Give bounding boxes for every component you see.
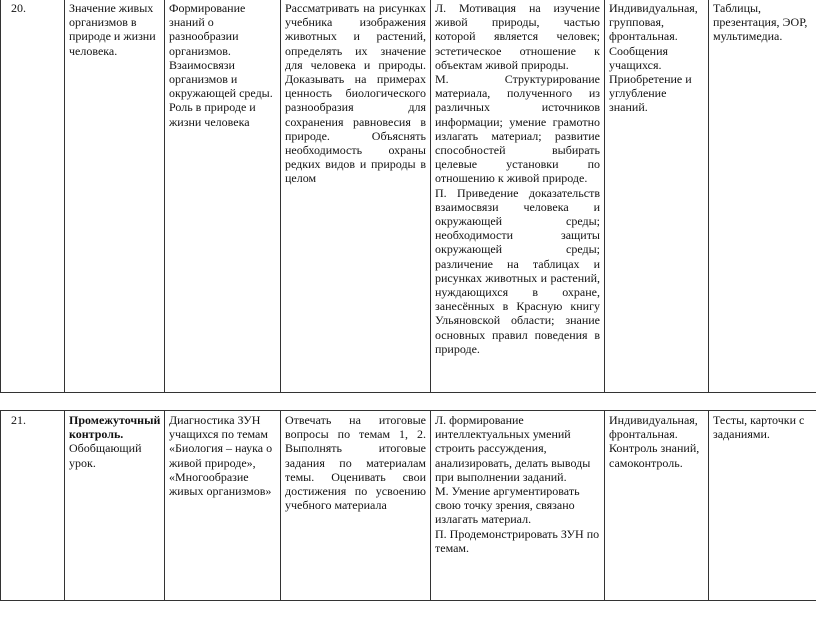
lesson-table-row-21: [0, 410, 816, 601]
lesson-number: 21.: [1, 411, 65, 601]
result-metasubject: М. Умение аргументировать свою точку зрения, связано излагать материал.: [435, 484, 580, 527]
lesson-number: 20.: [1, 0, 65, 393]
work-forms: Индивидуальная, групповая, фронтальная. Сообщения учащихся. Приобретение и углубление знаний.: [605, 0, 709, 393]
resources: Таблицы, презентация, ЭОР, мультимедиа.: [709, 0, 816, 393]
lesson-topic-rest: Обобщающий урок.: [69, 441, 142, 470]
student-activity: Рассматривать на рисунках учебника изображения животных и растений, определять их значение для человека и природы. Доказывать на примерах ценность биологического разнообразия для сохранения равновесия в природе. Объяснять необходимость охраны редких видов и природы в целом: [281, 0, 431, 393]
result-personal: Л. формирование интеллектуальных умений строить рассуждения, анализировать, делать выводы при выполнении заданий.: [435, 413, 591, 484]
resources: Тесты, карточки с заданиями.: [709, 411, 816, 601]
result-subject: П. Продемонстрировать ЗУН по темам.: [435, 526, 600, 555]
result-metasubject: М. Структурирование материала, полученного из различных источников информации; умение грамотно излагать материал; развитие способностей выбирать целевые установки по отношению к живой природе.: [435, 72, 600, 186]
planned-results: [431, 0, 605, 393]
table-row: [1, 411, 816, 601]
result-personal: Л. Мотивация на изучение живой природы, частью которой является человек; эстетическое отношение к объектам живой природы.: [435, 1, 600, 72]
student-activity: Отвечать на итоговые вопросы по темам 1, 2. Выполнять итоговые задания по материалам темы. Оценивать свои достижения по усвоению учебного материала: [281, 411, 431, 601]
lesson-topic-bold: Промежуточный контроль.: [69, 413, 161, 442]
lesson-content: Формирование знаний о разнообразии организмов. Взаимосвязи организмов и окружающей среды. Роль в природе и жизни человека: [165, 0, 281, 393]
result-subject: П. Приведение доказательств взаимосвязи человека и окружающей среды; необходимости защиты окружающей среды; различение на таблицах и рисунках животных и растений, нуждающихся в охране, занесённых в Красную книгу Ульяновской области; знание основных правил поведения в природе.: [435, 185, 600, 356]
work-forms: Индивидуальная, фронтальная. Контроль знаний, самоконтроль.: [605, 411, 709, 601]
table-row: [1, 0, 816, 393]
lesson-topic: [65, 411, 165, 601]
lesson-content: Диагностика ЗУН учащихся по темам «Биология – наука о живой природе», «Многообразие живых организмов»: [165, 411, 281, 601]
lesson-topic: Значение живых организмов в природе и жизни человека.: [65, 0, 165, 393]
planned-results: [431, 411, 605, 601]
